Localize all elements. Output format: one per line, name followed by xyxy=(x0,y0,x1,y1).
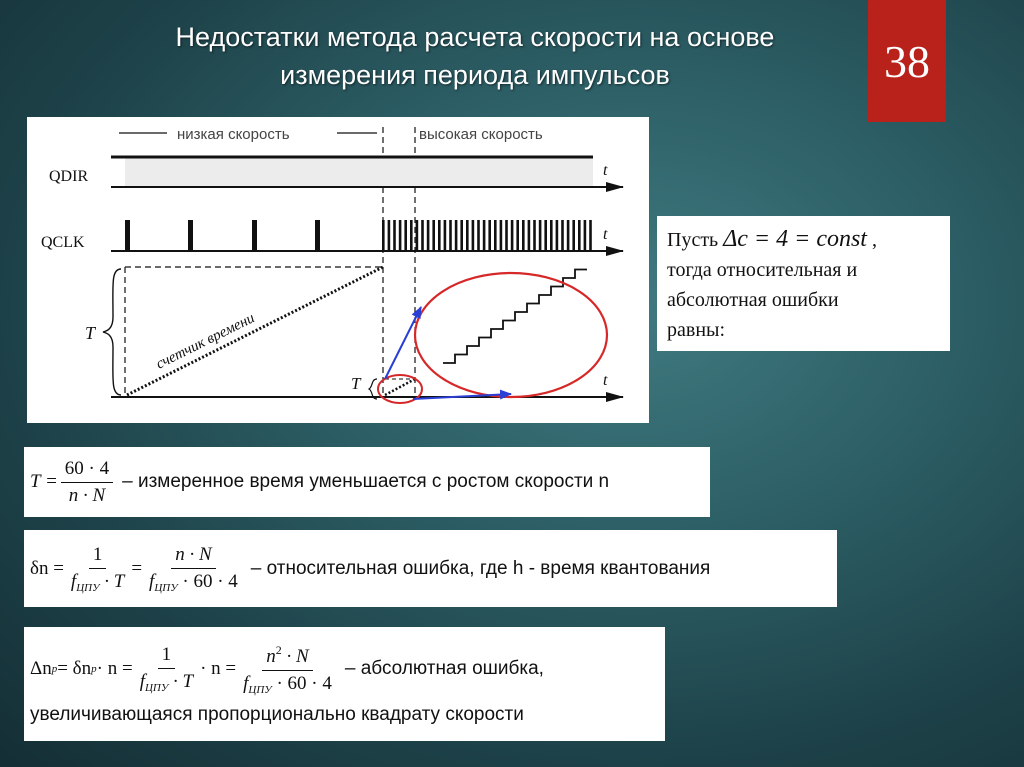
formula3-mul: · n = xyxy=(200,658,237,679)
qclk-pulse xyxy=(460,220,463,251)
formula1-description: – измеренное время уменьшается с ростом скорости n xyxy=(122,471,610,492)
qclk-pulse xyxy=(544,220,547,251)
formula3-den1-f: f xyxy=(139,671,145,692)
formula2-description: – относительная ошибка, где h - время квантования xyxy=(250,557,711,579)
slide-title-line2: измерения периода импульсов xyxy=(280,60,670,90)
qclk-pulse xyxy=(584,220,587,251)
slide-title xyxy=(60,18,890,94)
formula2-lhs: δn = xyxy=(30,557,64,579)
formula3-den2-rest: · 60 · 4 xyxy=(271,672,332,694)
formula3-num2-b: · N xyxy=(281,645,309,667)
formula3-den1-rest: · T xyxy=(168,671,194,692)
formula2-den2-sub: ЦПУ xyxy=(154,581,178,594)
formula3-den2-sub: ЦПУ xyxy=(248,683,272,696)
qclk-pulse xyxy=(533,220,536,251)
formula3-num2-a: n xyxy=(266,645,276,667)
formula-relative-error xyxy=(24,530,837,607)
qclk-pulse xyxy=(188,220,193,251)
counter-axis-t: t xyxy=(603,372,608,389)
formula3-mid: · n = xyxy=(96,658,133,679)
formula2-den2-rest: · 60 · 4 xyxy=(177,570,238,592)
formula3-fraction-1 xyxy=(136,644,197,694)
formula1-lhs: T = xyxy=(30,471,58,492)
note-line-1 xyxy=(667,224,940,255)
qclk-pulse xyxy=(404,220,407,251)
formula-period xyxy=(24,447,710,517)
note-line-4: равны: xyxy=(667,319,726,341)
qclk-pulse xyxy=(550,220,553,251)
note-math: Δc = 4 = const xyxy=(723,226,867,252)
note-line-2: тогда относительная и xyxy=(667,259,858,281)
qclk-pulse xyxy=(505,220,508,251)
qclk-pulse xyxy=(578,220,581,251)
qclk-pulse xyxy=(444,220,447,251)
formula1-numerator: 60 · 4 xyxy=(61,458,113,483)
qclk-pulse xyxy=(500,220,503,251)
formula2-fraction-1 xyxy=(67,544,128,594)
qclk-pulse xyxy=(477,220,480,251)
formula2-num1: 1 xyxy=(89,544,107,569)
qclk-pulse xyxy=(382,220,385,251)
counter-ramp xyxy=(127,267,383,395)
qclk-pulse xyxy=(410,220,413,251)
qclk-pulse xyxy=(466,220,469,251)
formula3-lhs-sub: p xyxy=(51,663,58,675)
small-period-ramp xyxy=(385,379,415,395)
qclk-pulse xyxy=(388,220,391,251)
qclk-pulse xyxy=(516,220,519,251)
qdir-signal-band xyxy=(125,157,593,187)
qclk-pulse xyxy=(522,220,525,251)
qclk-pulse xyxy=(511,220,514,251)
formula3-description: – абсолютная ошибка, xyxy=(344,658,544,679)
qclk-pulse xyxy=(567,220,570,251)
qclk-pulse xyxy=(528,220,531,251)
period-label-T: T xyxy=(85,323,96,343)
formula2-den1-rest: · T xyxy=(99,570,125,592)
assumption-note xyxy=(657,216,950,351)
qclk-pulse xyxy=(432,220,435,251)
low-speed-label: низкая скорость xyxy=(177,126,290,143)
qclk-pulse xyxy=(483,220,486,251)
qclk-pulse xyxy=(438,220,441,251)
timing-diagram xyxy=(27,117,649,423)
qclk-pulse xyxy=(427,220,430,251)
slide-number-badge: 38 xyxy=(868,0,946,122)
qclk-pulse xyxy=(455,220,458,251)
formula3-lhs: Δn xyxy=(30,658,52,679)
qclk-label: QCLK xyxy=(41,234,85,251)
note-line-3: абсолютная ошибки xyxy=(667,289,839,311)
qclk-pulse xyxy=(589,220,592,251)
qclk-pulse xyxy=(252,220,257,251)
formula3-den1-sub: ЦПУ xyxy=(144,682,169,694)
qclk-pulse xyxy=(315,220,320,251)
qclk-axis-t: t xyxy=(603,226,608,243)
qclk-pulse xyxy=(449,220,452,251)
high-speed-label: высокая скорость xyxy=(419,126,543,143)
formula3-eq1: = δn xyxy=(57,658,92,679)
formula3-den2-f: f xyxy=(243,672,249,694)
qdir-label: QDIR xyxy=(49,168,89,185)
qclk-pulse xyxy=(125,220,130,251)
formula3-num2-sup: 2 xyxy=(275,642,282,657)
qdir-axis-t: t xyxy=(603,162,608,179)
formula2-den1-sub: ЦПУ xyxy=(76,581,100,594)
qclk-pulses xyxy=(125,220,592,251)
formula1-denominator: n · N xyxy=(68,484,106,506)
formula-absolute-error xyxy=(24,627,665,741)
formula1-fraction xyxy=(61,458,113,507)
qclk-pulse xyxy=(488,220,491,251)
period-brace xyxy=(103,269,121,395)
formula2-den2-f: f xyxy=(149,570,155,592)
counter-label: счетчик времени xyxy=(153,310,258,373)
timing-diagram-svg xyxy=(27,117,649,423)
qclk-pulse xyxy=(416,220,419,251)
qclk-pulse xyxy=(399,220,402,251)
slide-title-line1: Недостатки метода расчета скорости на основе xyxy=(175,22,775,52)
small-period-label-T: T xyxy=(351,374,361,393)
qclk-pulse xyxy=(472,220,475,251)
formula2-num2: n · N xyxy=(171,544,215,569)
formula3-fraction-2 xyxy=(239,643,336,696)
qclk-pulse xyxy=(556,220,559,251)
formula3-line2: увеличивающаяся пропорционально квадрату скорости xyxy=(30,703,524,725)
qclk-pulse xyxy=(393,220,396,251)
formula2-den1-f: f xyxy=(70,570,77,592)
qclk-pulse xyxy=(539,220,542,251)
formula2-fraction-2 xyxy=(145,544,242,594)
formula3-num1: 1 xyxy=(158,644,176,669)
zoom-highlight xyxy=(415,273,607,397)
note-prefix: Пусть xyxy=(667,229,724,251)
qclk-pulse xyxy=(421,220,424,251)
formula3-mid-sub: p xyxy=(91,663,97,675)
qclk-pulse xyxy=(561,220,564,251)
qclk-pulse xyxy=(494,220,497,251)
qclk-pulse xyxy=(572,220,575,251)
note-suffix: , xyxy=(866,229,877,251)
formula2-eq: = xyxy=(131,557,143,579)
